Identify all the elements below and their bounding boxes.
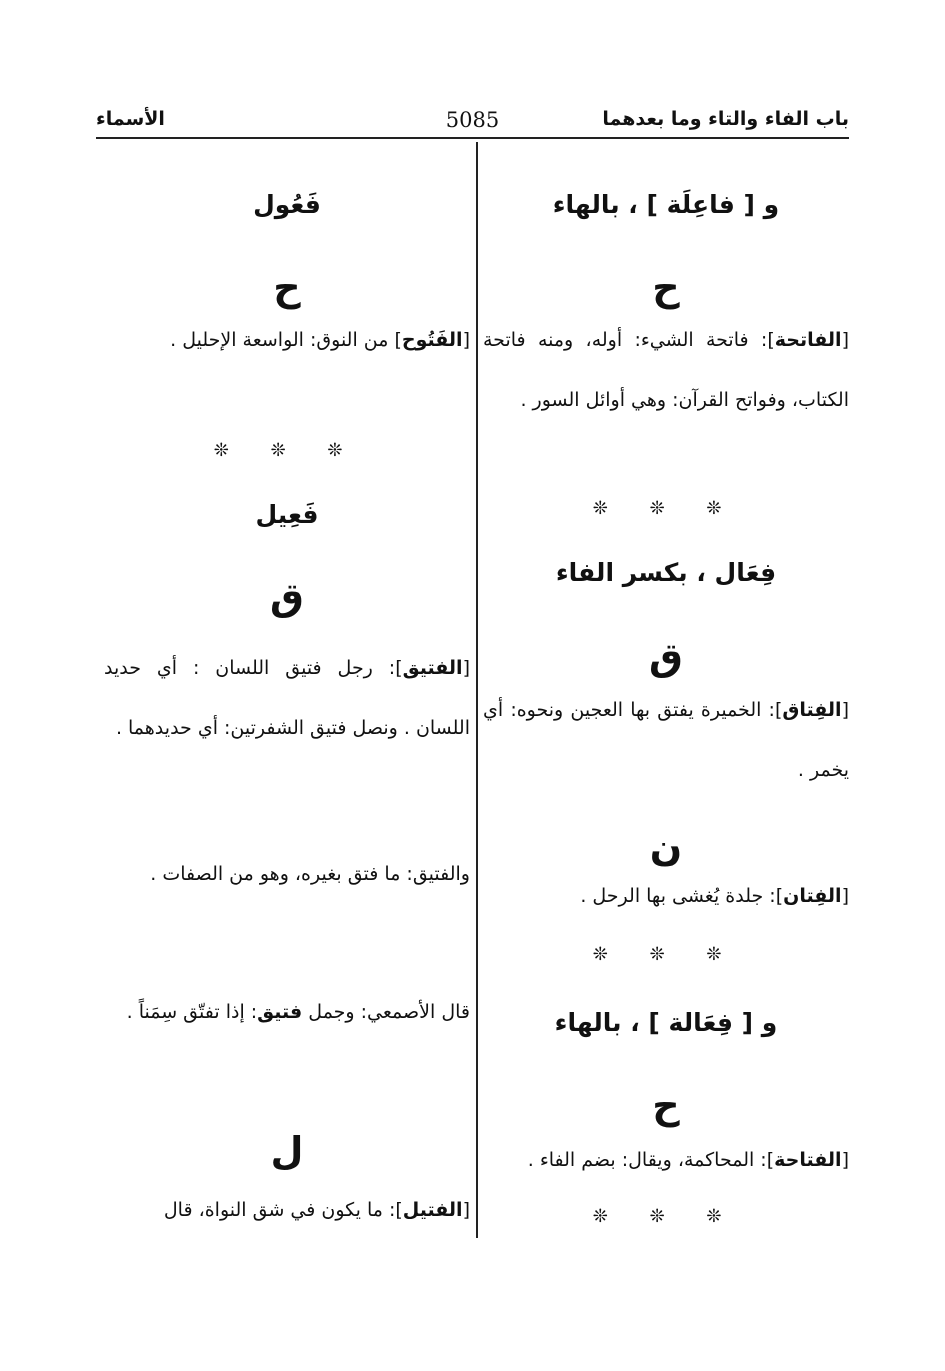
entry-keyword: الفتيل [402, 1199, 463, 1221]
page-header [96, 108, 849, 138]
entry-text: : جلدة يُغشى بها الرحل . [580, 885, 776, 907]
section-heading: فَعِيل [255, 500, 319, 529]
entry-text: : الخميرة يفتق بها العجين ونحوه: أي يخمر . [483, 699, 849, 781]
entry-text: قال الأصمعي: وجمل [302, 1001, 470, 1023]
column-divider [476, 142, 478, 1238]
entry-text: : فاتحة الشيء: أوله، ومنه فاتحة الكتاب، وفواتح القرآن: وهي أوائل السور . [483, 329, 849, 411]
stars-separator: ❊ ❊ ❊ [213, 440, 361, 461]
header-rule [96, 137, 849, 139]
entry-keyword: فتيق [257, 1001, 303, 1023]
entry-keyword: الفِتان [783, 885, 842, 907]
stars-separator: ❊ ❊ ❊ [592, 1206, 740, 1227]
entry-text: : المحاكمة، ويقال: بضم الفاء . [527, 1149, 767, 1171]
letter-heading: ح [652, 265, 680, 309]
section-heading: و [ فاعِلَة ] ، بالهاء [552, 190, 780, 219]
entry-paragraph: [الفتيل]: ما يكون في شق النواة، قال [163, 1199, 470, 1221]
page-number: 5085 [445, 108, 500, 132]
entry-paragraph: [الفتاحة]: المحاكمة، ويقال: بضم الفاء . [527, 1149, 849, 1171]
section-heading: و [ فِعَالة ] ، بالهاء [554, 1008, 778, 1037]
section-heading: فِعَال ، بكسر الفاء [555, 558, 777, 587]
section-heading: فَعُول [253, 190, 321, 219]
entry-keyword: الفِتاق [782, 699, 842, 721]
entry-paragraph: [الفاتحة]: فاتحة الشيء: أوله، ومنه فاتحة الكتاب، وفواتح القرآن: وهي أوائل السور . [483, 329, 849, 411]
entry-paragraph: [الفِتان]: جلدة يُغشى بها الرحل . [580, 885, 849, 907]
entry-paragraph: [الفَتُوح] من النوق: الواسعة الإحليل . [170, 329, 470, 351]
letter-heading: ق [649, 635, 683, 679]
entry-paragraph [104, 982, 470, 1042]
stars-separator: ❊ ❊ ❊ [592, 944, 740, 965]
letter-heading: ح [652, 1083, 680, 1127]
entry-text: : إذا تفتّق سِمَناً . [126, 1001, 258, 1023]
entry-text: : ما يكون في شق النواة، قال [163, 1199, 396, 1221]
stars-separator: ❊ ❊ ❊ [592, 498, 740, 519]
entry-keyword: الفتيق [402, 657, 463, 679]
letter-heading: ح [273, 265, 301, 309]
entry-keyword: الفَتُوح [401, 329, 463, 351]
entry-keyword: الفاتحة [774, 329, 842, 351]
entry-paragraph: [الفِتاق]: الخميرة يفتق بها العجين ونحوه: أي يخمر . [483, 699, 849, 781]
running-title-right: باب الفاء والتاء وما بعدهما [602, 108, 849, 130]
letter-heading: ق [270, 575, 304, 619]
entry-text: من النوق: الواسعة الإحليل . [170, 329, 389, 351]
entry-keyword: الفتاحة [774, 1149, 842, 1171]
entry-paragraph: [الفتيق]: رجل فتيق اللسان : أي حديد اللسان . ونصل فتيق الشفرتين: أي حديدهما . [104, 657, 470, 739]
letter-heading: ن [649, 825, 683, 869]
letter-heading: ل [270, 1129, 304, 1173]
entry-paragraph: والفتيق: ما فتق بغيره، وهو من الصفات . [150, 863, 470, 885]
running-title-left: الأسماء [96, 108, 165, 130]
entry-text: : رجل فتيق اللسان : أي حديد اللسان . ونصل فتيق الشفرتين: أي حديدهما . [104, 657, 470, 739]
